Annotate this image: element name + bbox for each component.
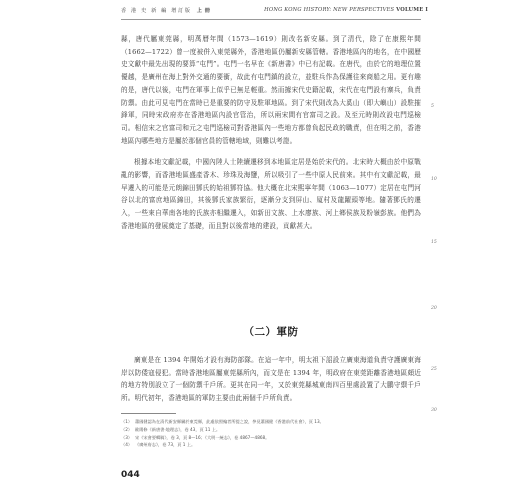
footnote-divider	[121, 413, 176, 414]
header-divider	[121, 19, 421, 20]
series-title: 香 港 史 新 編 增訂版	[121, 8, 192, 14]
footnote-number: （1）	[121, 419, 133, 424]
footnote-text: 《廣州府志》，卷 73，頁 1 上。	[135, 442, 196, 448]
margin-line-numbers	[431, 0, 451, 500]
volume-label: 上 冊	[196, 8, 211, 14]
footnote-number: （4）	[121, 442, 133, 448]
main-text	[121, 33, 421, 233]
footnote	[121, 426, 421, 434]
running-header-left	[121, 7, 210, 14]
footnote	[121, 418, 421, 426]
footnote-number: （3）	[121, 434, 133, 440]
page-number: 044	[121, 470, 140, 480]
footnote-text: 歐陽修《新唐書·地理志》，卷 43，頁 11 上。	[135, 426, 221, 432]
margin-line-number: 5	[431, 104, 434, 109]
paragraph: 根據本地文獻記載，中國內陸人士陸續遷移到本地區定居是始於宋代的。北宋時大概由於中原戰亂的影響，而香港地區盛產香木、珍珠及海鹽，所以吸引了一些中原人民前來。其中有文獻記載，最早遷入的可能是元朗錦田鄧氏的始祖鄧符協。他大概在北宋熙寧年間（1063—1077）定居在屯門河谷以北的富庶地區錦田，其後鄧氏家族繁衍，逐漸分支到屏山、厦村及龍躍頭等地。隨著鄧氏的遷入，一些來自華南各地的氏族亦相繼遷入，如新田文族、上水廖族、河上鄉侯族及粉嶺彭族。他們為香港地區的發展奠定了基礎，而且對以後當地的建設，貢獻甚大。	[121, 158, 421, 230]
paragraph: 廣東是在 1394 年開始才設有海防部隊。在這一年中，明太祖下詔設立廣東海道負責守護廣東海岸以防倭寇侵犯。當時香港地區屬東莞縣所內，而文是在 1394 年，明政府在東莞距離香港地區頗近的地方特別設立了一個防禦千戶所。更其在同一年，又於東莞縣城東南四百里處設置了大鵬守禦千戶所。明代初年，香港地區的軍防主要由此兩個千戶所負責。	[121, 356, 421, 403]
footnote-text: 宋《宋會要輯稿》，卷 3，頁 8—16；《大明一統志》，卷 4867—4868。	[135, 434, 270, 440]
section-text	[121, 354, 421, 405]
section-heading: （二）軍防	[243, 326, 299, 338]
running-header-right	[264, 7, 428, 13]
footnote	[121, 441, 421, 449]
margin-line-number: 15	[431, 240, 437, 245]
margin-line-number: 20	[431, 306, 437, 311]
paragraph: 縣，唐代屬東莞縣，明萬曆年間（1573—1619）則改名新安縣。到了清代，除了在康熙年間（1662—1722）曾一度被併入東莞縣外，香港地區仍屬新安縣管轄。香港地區內的地名，在中國歷史文獻中最先出現的要算“屯門”。屯門一名早在《新唐書》中已有記載。在唐代，由於它的地理位置優越，是廣州在海上對外交通的要衝，故此有屯門鎮的設立，並駐兵作為保護往來商船之用。更有趣的是，唐代以後，屯門在軍事上似乎已無足輕重。然而據宋代史籍記載，宋代在屯門設有寨兵，負責防禦。由此可見屯門在當時已是重要的防守及駐軍地區。到了宋代則改為大奚山（即大嶼山）設駐摧鋒軍，同時宋政府亦在香港地區內設官管治，所以兩宋間有官富司之設。及至元時則改設屯門巡檢司。相信宋之官富司和元之屯門巡檢司對香港區內一些地方都曾負起民政的職責，但在明之前，香港地區內哪些地方是屬於那個官員的管轄地域，則難以考證。	[121, 35, 421, 145]
footnote-text: 蕭國健認為在清代新安縣屬於東莞縣，此處依照編者所提之說，參見蕭國健《香港前代社會》，頁 13。	[135, 419, 324, 424]
margin-line-number: 30	[431, 408, 437, 413]
series-title-english: HONG KONG HISTORY: NEW PERSPECTIVES	[264, 7, 395, 13]
margin-line-number: 25	[431, 367, 437, 372]
footnote-number: （2）	[121, 426, 133, 432]
margin-line-number: 10	[431, 177, 437, 182]
footnotes	[121, 418, 421, 449]
footnote	[121, 434, 421, 442]
volume-label-english: VOLUME I	[396, 7, 428, 13]
